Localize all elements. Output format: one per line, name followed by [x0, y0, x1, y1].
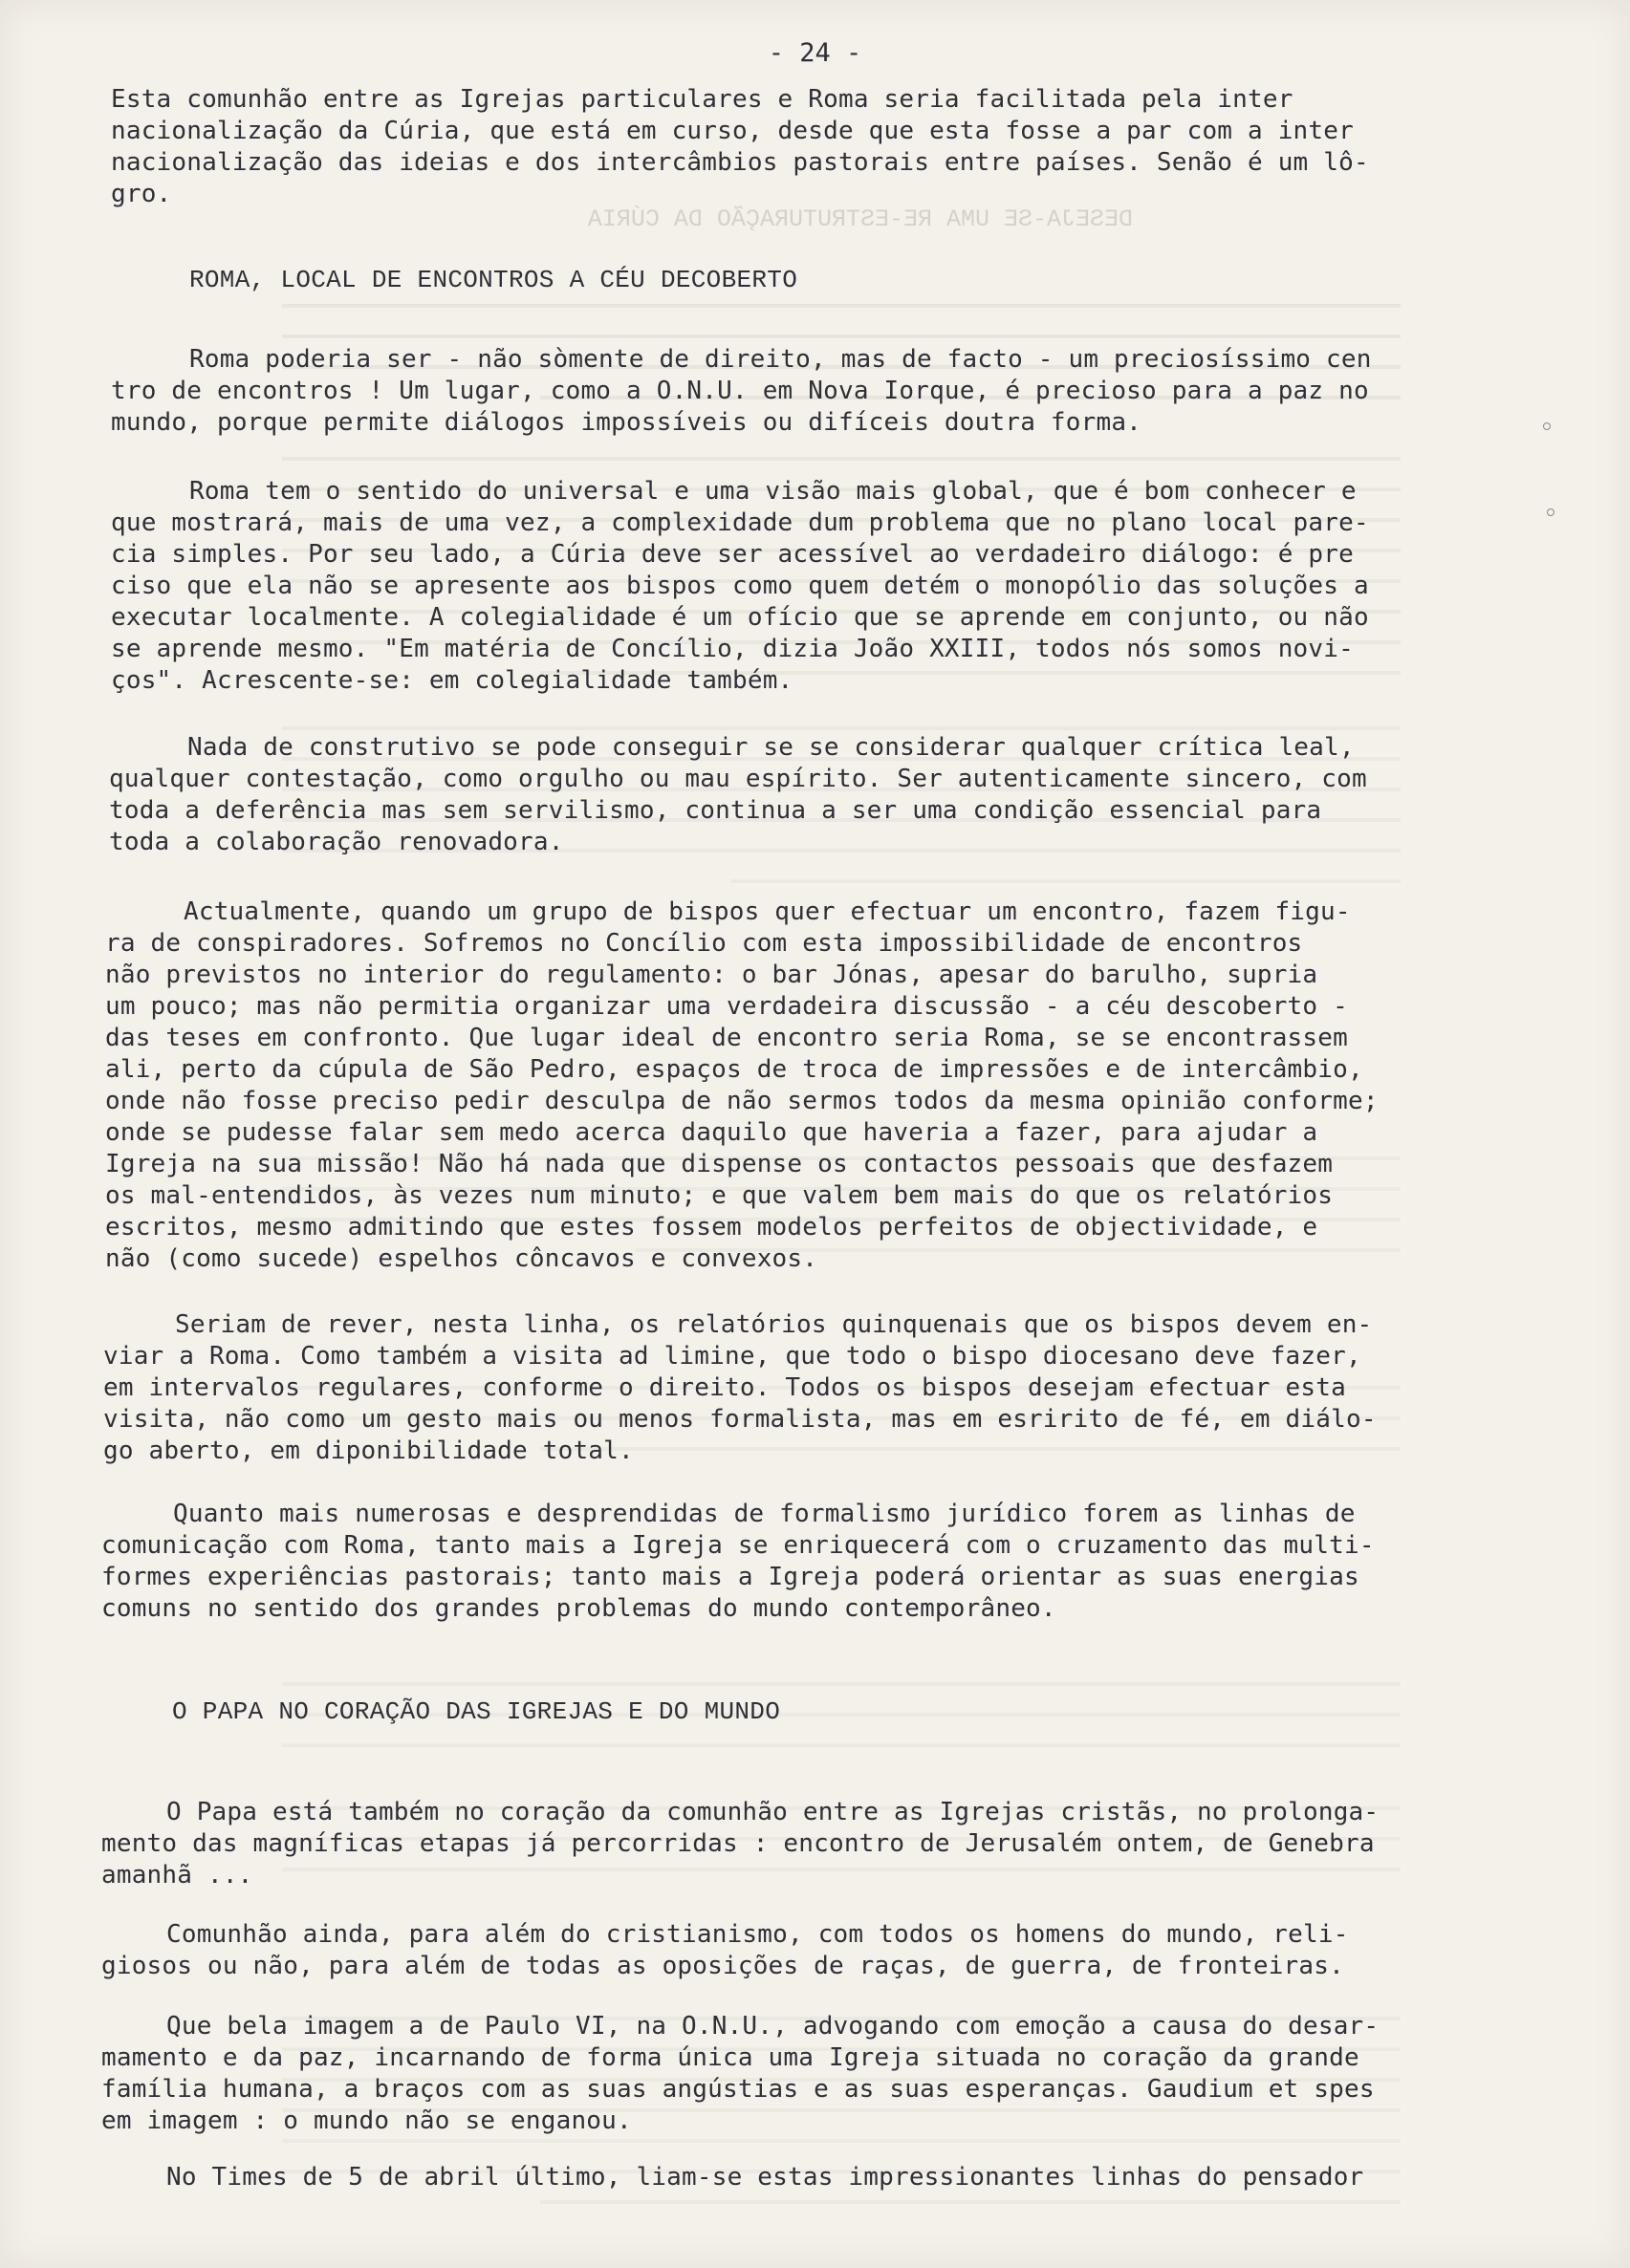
text-line: escritos, mesmo admitindo que estes fossem modelos perfeitos de objectividade, e	[105, 1213, 1318, 1242]
paragraph	[105, 896, 1424, 1275]
paragraph	[101, 2162, 1421, 2193]
text-line: comunicação com Roma, tanto mais a Igreja se enriquecerá com o cruzamento das multi-	[101, 1531, 1375, 1560]
text-line: Quanto mais numerosas e desprendidas de formalismo jurídico forem as linhas de	[173, 1500, 1356, 1528]
page-number: - 24 -	[768, 38, 862, 68]
text-line: ços". Acrescente-se: em colegialidade também.	[111, 666, 793, 695]
text-line: um pouco; mas não permitia organizar uma verdadeira discussão - a céu descoberto -	[105, 992, 1348, 1021]
paragraph	[109, 732, 1428, 858]
text-line: viar a Roma. Como também a visita ad limine, que todo o bispo diocesano deve fazer,	[103, 1342, 1361, 1371]
text-line: Que bela imagem a de Paulo VI, na O.N.U., advogando com emoção a causa do desar-	[166, 2012, 1380, 2041]
text-line: não previstos no interior do regulamento: o bar Jónas, apesar do barulho, supria	[105, 961, 1318, 989]
text-line: que mostrará, mais de uma vez, a complexidade dum problema que no plano local pare-	[111, 508, 1369, 537]
text-line: toda a colaboração renovadora.	[109, 828, 564, 856]
text-line: formes experiências pastorais; tanto mais a Igreja poderá orientar as suas energias	[101, 1563, 1359, 1591]
text-line: ra de conspiradores. Sofremos no Concílio com esta impossibilidade de encontros	[105, 929, 1303, 958]
paragraph	[111, 476, 1430, 697]
text-line: cia simples. Por seu lado, a Cúria deve ser acessível ao verdadeiro diálogo: é pre	[111, 540, 1354, 569]
text-line: O Papa está também no coração da comunhão entre as Igrejas cristãs, no prolonga-	[166, 1798, 1380, 1826]
text-line: Roma poderia ser - não sòmente de direito, mas de facto - um preciosíssimo cen	[189, 345, 1372, 374]
text-line: toda a deferência mas sem servilismo, continua a ser uma condição essencial para	[109, 796, 1322, 825]
text-line: Nada de construtivo se pode conseguir se se considerar qualquer crítica leal,	[187, 733, 1355, 762]
text-line: Roma tem o sentido do universal e uma visão mais global, que é bom conhecer e	[189, 477, 1357, 506]
intro-paragraph	[111, 84, 1430, 210]
text-line: onde não fosse preciso pedir desculpa de não sermos todos da mesma opinião conforme;	[105, 1087, 1379, 1115]
text-line: mento das magníficas etapas já percorridas : encontro de Jerusalém ontem, de Genebra	[101, 1829, 1375, 1858]
text-line: os mal-entendidos, às vezes num minuto; e que valem bem mais do que os relatórios	[105, 1181, 1334, 1210]
show-through-heading: DESEJA-SE UMA RE-ESTRUTURAÇÃO DA CÚRIA	[587, 205, 1133, 233]
paragraph	[101, 1797, 1421, 1891]
text-line: em intervalos regulares, conforme o direito. Todos os bispos desejam efectuar esta	[103, 1373, 1346, 1402]
text-line: Seriam de rever, nesta linha, os relatórios quinquenais que os bispos devem en-	[175, 1310, 1373, 1339]
text-line: não (como sucede) espelhos côncavos e convexos.	[105, 1244, 818, 1273]
margin-dot	[1543, 422, 1551, 430]
text-line: go aberto, em diponibilidade total.	[103, 1436, 634, 1465]
paragraph	[101, 1499, 1421, 1625]
text-line: em imagem : o mundo não se enganou.	[101, 2106, 632, 2135]
text-line: onde se pudesse falar sem medo acerca daquilo que haveria a fazer, para ajudar a	[105, 1118, 1318, 1147]
text-line: mamento e da paz, incarnando de forma única uma Igreja situada no coração da grande	[101, 2043, 1359, 2072]
text-line: executar localmente. A colegialidade é um ofício que se aprende em conjunto, ou não	[111, 603, 1369, 632]
text-line: qualquer contestação, como orgulho ou mau espírito. Ser autenticamente sincero, com	[109, 765, 1367, 793]
text-line: ali, perto da cúpula de São Pedro, espaços de troca de impressões e de intercâmbio,	[105, 1055, 1363, 1084]
text-line: se aprende mesmo. "Em matéria de Concílio, dizia João XXIII, todos nós somos novi-	[111, 635, 1354, 663]
text-line: gro.	[111, 180, 172, 208]
text-line: nacionalização das ideias e dos intercâmbios pastorais entre países. Senão é um lô-	[111, 148, 1369, 177]
text-line: giosos ou não, para além de todas as oposições de raças, de guerra, de fronteiras.	[101, 1952, 1344, 1980]
paragraph	[103, 1309, 1423, 1467]
text-line: ciso que ela não se apresente aos bispos como quem detém o monopólio das soluções a	[111, 572, 1369, 600]
paragraph	[101, 2011, 1421, 2137]
paragraph	[101, 1919, 1421, 1982]
text-line: nacionalização da Cúria, que está em curso, desde que esta fosse a par com a inter	[111, 117, 1354, 145]
text-line: família humana, a braços com as suas angústias e as suas esperanças. Gaudium et spes	[101, 2075, 1375, 2104]
section-heading: O PAPA NO CORAÇÃO DAS IGREJAS E DO MUNDO	[172, 1697, 781, 1726]
section-heading: ROMA, LOCAL DE ENCONTROS A CÉU DECOBERTO	[189, 266, 798, 294]
text-line: amanhã ...	[101, 1861, 253, 1890]
paragraph	[111, 344, 1430, 439]
text-line: Igreja na sua missão! Não há nada que dispense os contactos pessoais que desfazem	[105, 1150, 1334, 1178]
text-line: das teses em confronto. Que lugar ideal de encontro seria Roma, se se encontrassem	[105, 1024, 1348, 1052]
text-line: tro de encontros ! Um lugar, como a O.N.U. em Nova Iorque, é precioso para a paz no	[111, 377, 1369, 405]
text-line: Esta comunhão entre as Igrejas particulares e Roma seria facilitada pela inter	[111, 85, 1293, 114]
margin-dot	[1547, 508, 1554, 516]
text-line: mundo, porque permite diálogos impossíveis ou difíceis doutra forma.	[111, 408, 1142, 437]
text-line: visita, não como um gesto mais ou menos formalista, mas em esririto de fé, em diálo-	[103, 1405, 1377, 1434]
text-line: Actualmente, quando um grupo de bispos quer efectuar um encontro, fazem figu-	[184, 897, 1351, 926]
text-line: Comunhão ainda, para além do cristianismo, com todos os homens do mundo, reli-	[166, 1920, 1349, 1949]
text-line: No Times de 5 de abril último, liam-se estas impressionantes linhas do pensador	[166, 2163, 1364, 2192]
text-line: comuns no sentido dos grandes problemas do mundo contemporâneo.	[101, 1594, 1056, 1623]
